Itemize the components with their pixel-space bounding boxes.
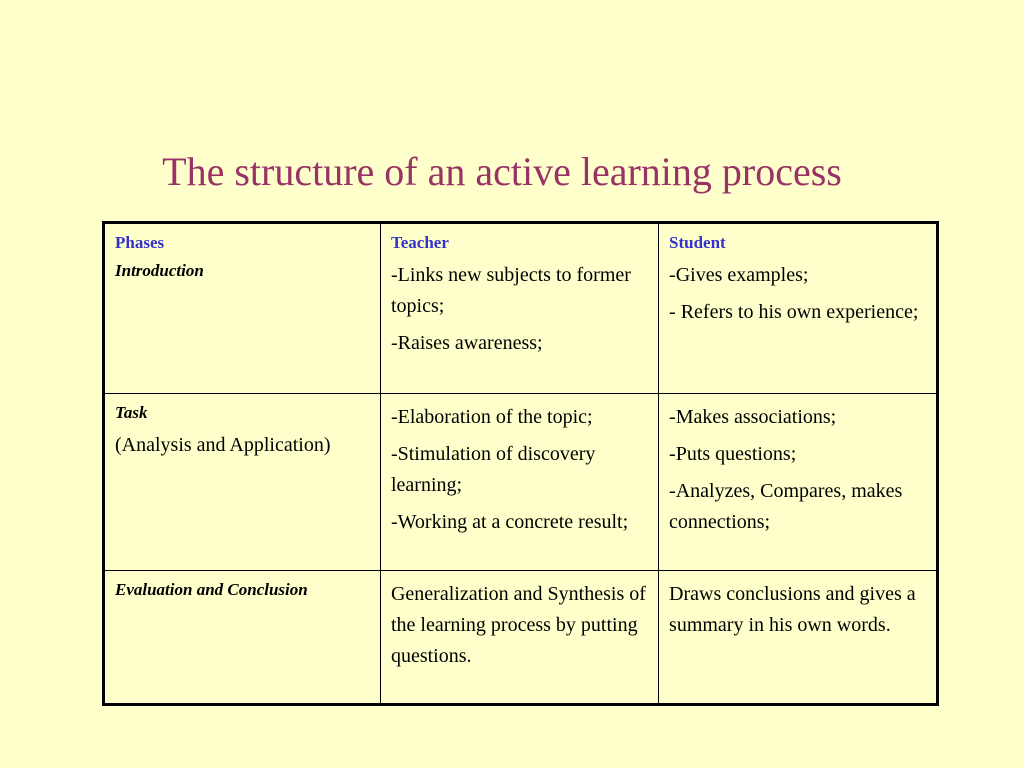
column-header-phases: Phases bbox=[115, 233, 165, 252]
phase-name: Evaluation and Conclusion bbox=[115, 580, 308, 599]
student-cell bbox=[659, 571, 938, 705]
teacher-activity: -Links new subjects to former topics; bbox=[390, 264, 631, 317]
phase-cell bbox=[104, 394, 381, 571]
student-activity: -Puts questions; bbox=[669, 443, 797, 465]
teacher-cell bbox=[380, 394, 658, 571]
table-row bbox=[104, 571, 938, 705]
teacher-cell bbox=[380, 223, 658, 394]
student-activity: Draws conclusions and gives a summary in his own words. bbox=[669, 583, 916, 636]
teacher-activity: Generalization and Synthesis of the learning process by putting questions. bbox=[390, 583, 646, 667]
student-activity: -Gives examples; bbox=[669, 264, 809, 286]
phase-name: Introduction bbox=[115, 261, 204, 280]
page-title: The structure of an active learning process bbox=[162, 149, 842, 194]
student-cell bbox=[659, 223, 938, 394]
phase-name: Task bbox=[115, 403, 148, 422]
table-row bbox=[104, 394, 938, 571]
table-row bbox=[104, 223, 938, 394]
teacher-activity: -Stimulation of discovery learning; bbox=[390, 443, 596, 496]
phase-cell bbox=[104, 223, 381, 394]
teacher-activity: -Elaboration of the topic; bbox=[390, 406, 593, 428]
phase-subtitle: (Analysis and Application) bbox=[115, 434, 331, 456]
teacher-activity: -Working at a concrete result; bbox=[390, 511, 629, 533]
student-activity: -Makes associations; bbox=[669, 406, 837, 428]
column-header-teacher: Teacher bbox=[390, 233, 449, 252]
teacher-cell bbox=[380, 571, 658, 705]
student-cell bbox=[659, 394, 938, 571]
column-header-student: Student bbox=[669, 233, 726, 252]
student-activity: - Refers to his own experience; bbox=[669, 301, 919, 323]
student-activity: -Analyzes, Compares, makes connections; bbox=[669, 480, 903, 533]
phase-cell bbox=[104, 571, 381, 705]
teacher-activity: -Raises awareness; bbox=[390, 332, 543, 354]
learning-process-table bbox=[102, 221, 939, 706]
